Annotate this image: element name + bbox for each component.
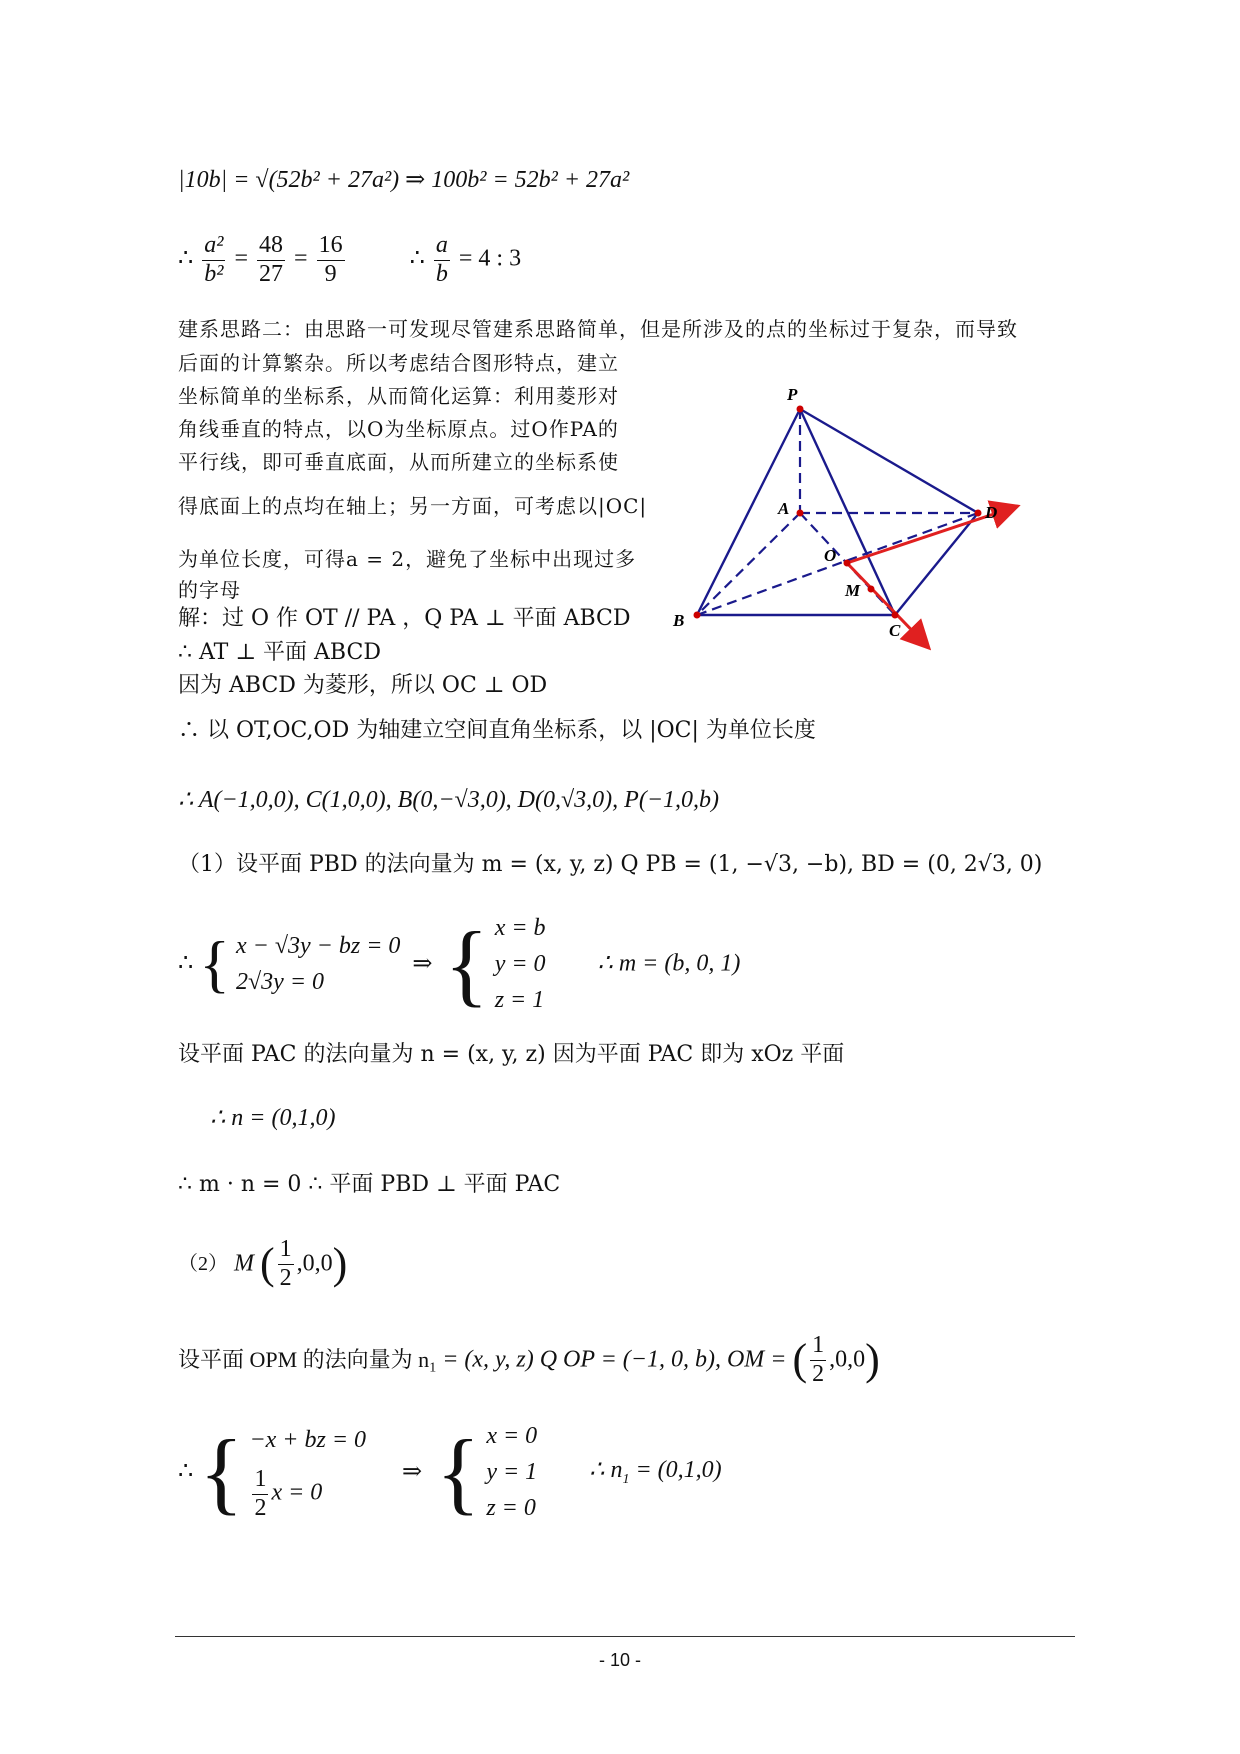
- label-d: D: [985, 503, 998, 522]
- normal-vector-m: ∴ m = (b, 0, 1): [597, 950, 741, 977]
- fraction-a-b: $\frac{a}{b}$: [435, 232, 448, 287]
- point-o: [844, 560, 851, 567]
- equation-line-1: |10b| = √(52b² + 27a²) ⇒ 100b² = 52b² + 27a²: [178, 167, 630, 193]
- system-1: ∴ { x − √3y − bz = 0 2√3y = 0 ⇒ { x = b y = 0 z = 1 ∴ m = (b, 0, 1): [178, 910, 740, 1018]
- left-brace: {: [444, 913, 489, 1015]
- left-brace: {: [436, 1421, 481, 1523]
- label-p: P: [787, 385, 798, 404]
- edge-cd: [895, 513, 978, 615]
- label-c: C: [889, 621, 901, 640]
- fraction-half: $\frac{1}{2}$: [812, 1332, 825, 1387]
- system-2-results: x = 0 y = 1 z = 0: [486, 1423, 538, 1521]
- coordinates-line: ∴ A(−1,0,0), C(1,0,0), B(0,−√3,0), D(0,√3,0), P(−1,0,b): [178, 787, 720, 813]
- normal-vector-n: ∴ n = (0,1,0): [210, 1105, 336, 1131]
- label-b: B: [673, 611, 685, 630]
- idea-line-4: 平行线，即可垂直底面，从而所建立的坐标系使: [178, 450, 619, 474]
- system-2: ∴ { −x + bz = 0 $\frac{1}{2}$ x = 0 ⇒ { x = 0 y = 1 z = 0 ∴ $n_1 = (0,1,0)$: [178, 1418, 722, 1526]
- fraction-16-9: $\frac{16}{9}$: [318, 232, 343, 287]
- edge-pd: [800, 409, 978, 513]
- idea-line-2: 坐标简单的坐标系，从而简化运算：利用菱形对: [178, 384, 619, 408]
- idea-line-5: 得底面上的点均在轴上；另一方面，可考虑以|OC|: [178, 494, 648, 518]
- fraction-48-27: $\frac{48}{27}$: [259, 232, 284, 287]
- point-c: [892, 612, 899, 619]
- label-o: O: [824, 546, 837, 565]
- part1-line: （1）设平面 PBD 的法向量为 m = (x, y, z) Q PB = (1, −√3, −b), BD = (0, 2√3, 0): [178, 852, 1043, 877]
- idea-title-line: 建系思路二：由思路一可发现尽管建系思路简单，但是所涉及的点的坐标过于复杂，而导致: [178, 317, 1018, 341]
- perpendicular-conclusion: ∴ m · n = 0 ∴ 平面 PBD ⊥ 平面 PAC: [178, 1172, 561, 1197]
- point-d: [975, 510, 982, 517]
- system-2-equations: −x + bz = 0 $\frac{1}{2}$ x = 0: [249, 1426, 367, 1521]
- therefore-symbol: ∴: [178, 245, 194, 272]
- idea-line-3: 角线垂直的特点，以O为坐标原点。过O作PA的: [178, 417, 619, 441]
- plane-opm-line: 设平面 OPM 的法向量为 $n_1 = (x$, y, z) Q OP = (−1, 0, b), OM = ( $\frac{1}{2}$ ,0,0): [178, 1332, 880, 1387]
- page-number: - 10 -: [598, 1650, 641, 1670]
- pyramid-figure: [665, 378, 1025, 658]
- idea-line-7: 的字母: [178, 578, 241, 602]
- solution-line-1: 解：过 O 作 OT // PA ，Q PA ⊥ 平面 ABCD: [178, 606, 631, 631]
- left-brace: {: [199, 1421, 244, 1523]
- idea-line-1: 后面的计算繁杂。所以考虑结合图形特点，建立: [178, 351, 619, 375]
- left-brace: {: [199, 928, 230, 999]
- normal-vector-n1: ∴ $n_1 = (0,1,0)$: [589, 1456, 722, 1487]
- fraction-a2-b2: $\frac{\text{a²}}{\text{b²}}$: [204, 232, 224, 287]
- fraction-half: $\frac{1}{2}$: [279, 1236, 292, 1291]
- point-a: [797, 510, 804, 517]
- idea-line-6: 为单位长度，可得a = 2，避免了坐标中出现过多: [178, 547, 637, 571]
- solution-line-3: 因为 ABCD 为菱形，所以 OC ⊥ OD: [178, 673, 548, 698]
- point-b: [694, 612, 701, 619]
- equation-line-2: ∴ $\frac{\text{a²}}{\text{b²}}$ = $\frac{48}{27}$ = $\frac{16}{9}$ ∴ $\frac{a}{b}$ = 4 : 3: [178, 232, 522, 287]
- point-p: [797, 406, 804, 413]
- system-1-equations: x − √3y − bz = 0 2√3y = 0: [236, 933, 401, 995]
- plane-pac-line: 设平面 PAC 的法向量为 n = (x, y, z) 因为平面 PAC 即为 xOz 平面: [178, 1042, 845, 1067]
- label-m: M: [845, 581, 861, 600]
- solution-line-4: ∴ 以 OT,OC,OD 为轴建立空间直角坐标系，以 |OC| 为单位长度: [178, 718, 816, 743]
- solution-line-2: ∴ AT ⊥ 平面 ABCD: [178, 640, 381, 665]
- footer-divider: [175, 1636, 1075, 1637]
- edge-ab: [697, 513, 800, 615]
- label-a: A: [778, 499, 790, 518]
- therefore-symbol: ∴: [409, 245, 425, 272]
- part2-line: （2） M ( $\frac{1}{2}$ ,0,0): [178, 1236, 348, 1291]
- axis-oc: [847, 563, 927, 646]
- system-1-results: x = b y = 0 z = 1: [494, 915, 546, 1013]
- point-m: [868, 586, 875, 593]
